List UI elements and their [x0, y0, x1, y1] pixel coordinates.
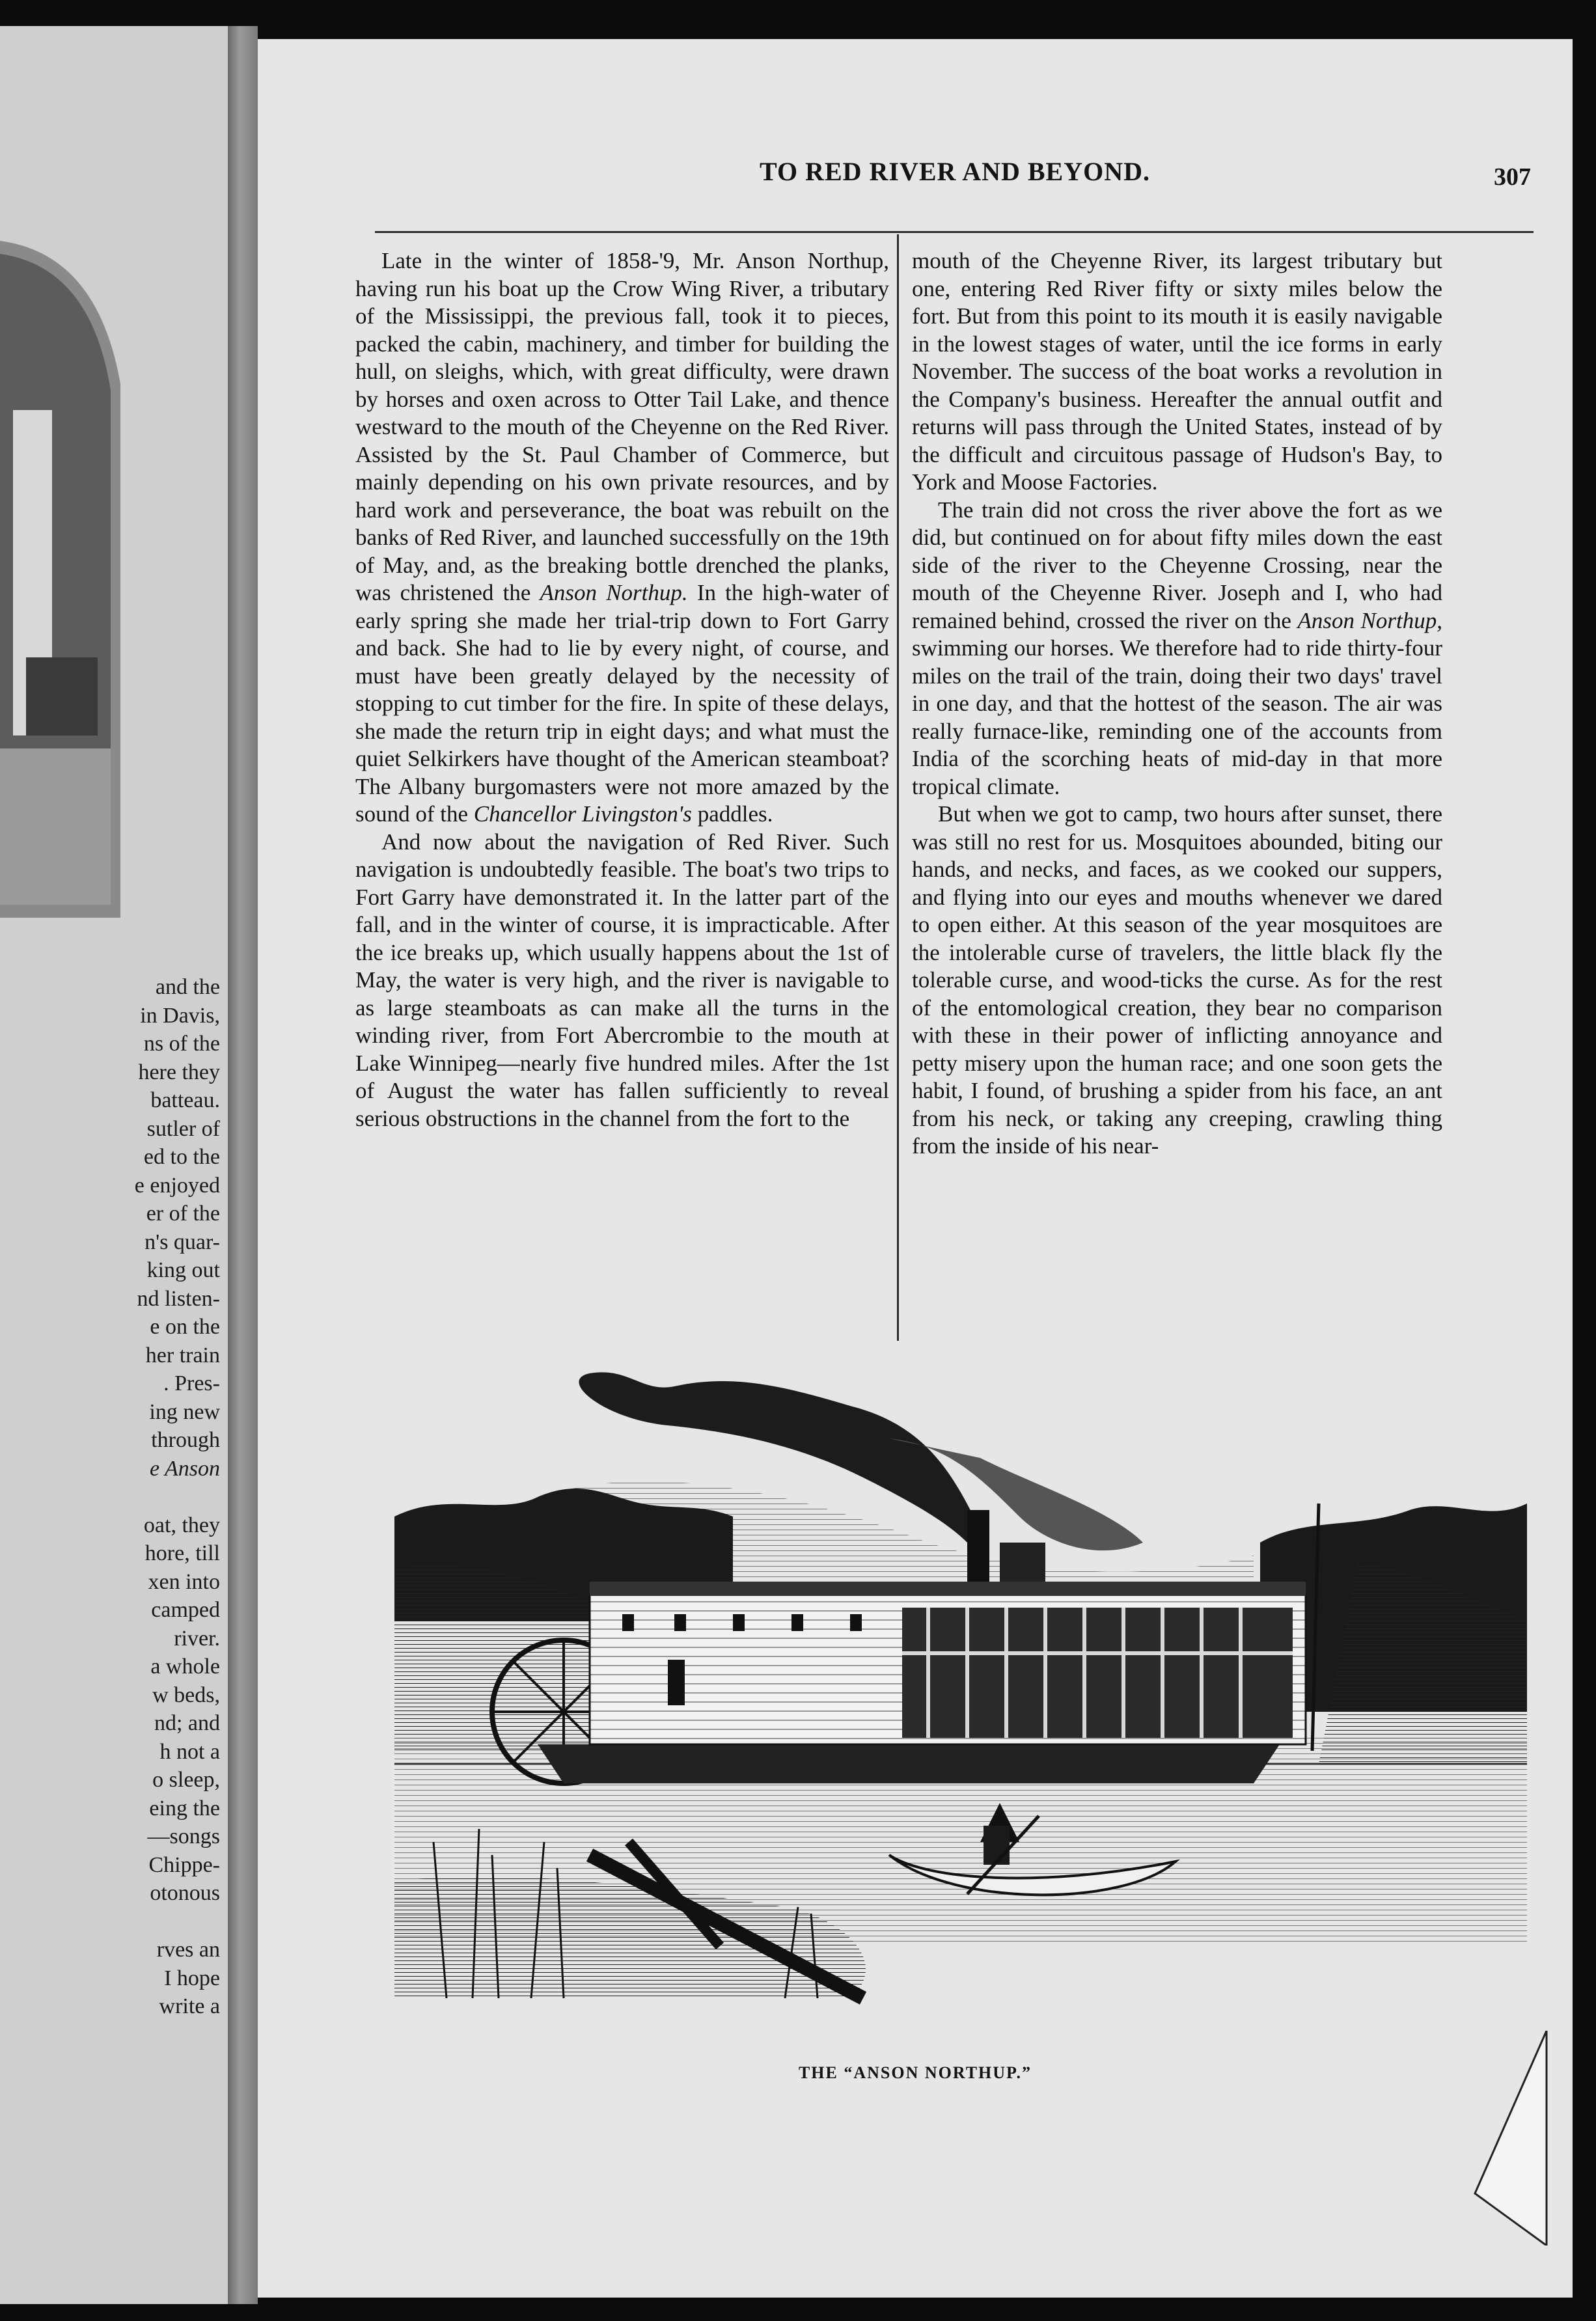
text-column-right — [912, 247, 1442, 1160]
facing-page-line: Chippe- — [148, 1852, 220, 1877]
facing-page-line: nd; and — [154, 1711, 220, 1735]
facing-page-line: write a — [159, 1994, 220, 2018]
facing-page-line: otonous — [150, 1881, 220, 1905]
facing-page-line: in Davis, — [140, 1003, 220, 1028]
page-gutter — [228, 26, 258, 2304]
facing-page-line: n's quar- — [144, 1229, 220, 1254]
facing-page-line: ing new — [149, 1399, 220, 1424]
paragraph-text: In the high-water of early spring she made her trial-trip down to Fort Garry and back. She had to lie by every night, of course, and must have been greatly delayed by the necessity of stopping to cut timber for the fire. In spite of these delays, she made the return trip in eight days; and what must the quiet Selkirkers have thought of the American steamboat? The Albany burgomasters were not more amazed by the sound of the — [355, 580, 889, 827]
facing-page-line: hore, till — [144, 1541, 220, 1565]
paragraph-text: The train did not cross the river above the fort as we did, but continued on for about fifty miles down the east side of the river to the Cheyenne Crossing, near the mouth of the Cheyenne River. Joseph and I, who had remained behind, crossed the river on the — [912, 497, 1442, 633]
facing-page-line: king out — [146, 1258, 220, 1282]
page-edge-mark — [1468, 2031, 1553, 2245]
facing-page-line: oat, they — [143, 1513, 220, 1537]
facing-page-line: here they — [138, 1060, 220, 1084]
paragraph — [912, 247, 1442, 497]
facing-page-line: ed to the — [143, 1145, 220, 1169]
paragraph-text: And now about the navigation of Red River. Such navigation is undoubtedly feasible. The boat's two trips to Fort Garry have demonstrated it. In the latter part of the fall, and in the winter of course, it is impracticable. After the ice breaks up, which usually happens about the 1st of May, the water is very high, and the river is navigable to as large steamboats as can make all the turns in the winding river, from Fort Abercrombie to the mouth at Lake Winnipeg—nearly five hundred miles. After the 1st of August the water has fallen sufficiently to reveal serious obstructions in the channel from the fort to the — [355, 829, 889, 1131]
page-header — [379, 156, 1531, 202]
facing-page-line: through — [151, 1428, 220, 1452]
facing-page-line: e on the — [150, 1315, 220, 1339]
paragraph — [355, 829, 889, 1133]
facing-page-line: xen into — [148, 1569, 220, 1594]
facing-page-line: nd listen- — [137, 1286, 220, 1311]
facing-page-line: o sleep, — [152, 1768, 220, 1792]
facing-page-line: camped — [151, 1598, 220, 1622]
ship-name: Anson Northup. — [540, 580, 688, 605]
facing-page-fragment — [0, 26, 228, 2304]
paragraph-text: Late in the winter of 1858-'9, Mr. Anson Northup, having run his boat up the Crow Wing River, a tributary of the Mississippi, the previous fall, took it to pieces, packed the cabin, machinery, and timber for building the hull, on sleighs, which, with great difficulty, were drawn by horses and oxen across to Otter Tail Lake, and thence westward to the mouth of the Cheyenne on the Red River. Assisted by the St. Paul Chamber of Commerce, but mainly depending on his own private resources, and by hard work and perseverance, the boat was rebuilt on the banks of Red River, and launched successfully on the 19th of May, and, as the breaking bottle drenched the planks, was christened the — [355, 248, 889, 605]
running-title: TO RED RIVER AND BEYOND. — [759, 157, 1150, 186]
facing-page-line: er of the — [146, 1202, 220, 1226]
facing-page-line: rves an — [156, 1938, 220, 1962]
facing-page-line: eing the — [149, 1796, 220, 1820]
facing-page-line: e enjoyed — [134, 1173, 220, 1198]
ship-name: Anson Northup, — [1297, 607, 1442, 633]
paragraph — [355, 247, 889, 829]
page-number: 307 — [1494, 163, 1531, 191]
paragraph — [912, 801, 1442, 1160]
paragraph-text: paddles. — [697, 801, 773, 827]
facing-page-line: . Pres- — [163, 1371, 220, 1395]
paragraph-text: mouth of the Cheyenne River, its largest tributary but one, entering Red River fifty or sixty miles below the fort. But from this point to its mouth it is easily navigable in the lowest stages of water, until the ice forms in early November. The success of the boat works a revolution in the Company's business. Hereafter the annual outfit and returns will pass through the United States, instead of by the difficult and circuitous passage of Hudson's Bay, to York and Moose Factories. — [912, 248, 1442, 495]
column-rule — [897, 234, 899, 1341]
facing-page-engraving — [0, 215, 137, 931]
ship-name: Chancellor Livingston's — [473, 801, 692, 827]
facing-page-line: h not a — [159, 1739, 220, 1764]
book-page — [258, 39, 1573, 2298]
facing-page-line: her train — [145, 1343, 220, 1367]
paragraph-text: But when we got to camp, two hours after sunset, there was still no rest for us. Mosquitoes abounded, biting our hands, and necks, and faces, as we cooked our suppers, and flying into our eyes and mouths whenever we dared to open either. At this season of the year mosquitoes are the intolerable curse of travelers, the little black fly the tolerable curse, and wood-ticks the curse. As for the rest of the entomological creation, they bear no comparison with these in their power of inflicting annoyance and petty misery upon the human race; and one soon gets the habit, I found, of brushing a spider from his face, an ant from his neck, or taking any creeping, crawling thing from the inside of his near- — [912, 801, 1442, 1159]
facing-page-line: ns of the — [143, 1032, 220, 1056]
facing-page-line: river. — [174, 1626, 220, 1651]
paragraph-text: swimming our horses. We therefore had to ride thirty-four miles on the trail of the train, doing their two days' travel in one day, and that the hottest of the season. The air was really furnace-like, reminding one of the accounts from India of the scorching heats of mid-day in that more tropical climate. — [912, 635, 1442, 799]
facing-page-line: a whole — [150, 1655, 220, 1679]
facing-page-line: I hope — [164, 1966, 220, 1990]
facing-page-line: batteau. — [150, 1088, 220, 1112]
paragraph — [912, 497, 1442, 801]
header-rule — [375, 231, 1534, 233]
text-column-left — [355, 247, 889, 1133]
facing-page-line: —songs — [147, 1824, 220, 1848]
facing-page-line: w beds, — [152, 1682, 220, 1707]
facing-page-line: sutler of — [146, 1116, 220, 1141]
facing-page-line: e Anson — [150, 1456, 220, 1481]
steamboat-engraving — [394, 1347, 1527, 2050]
illustration-caption: THE “ANSON NORTHUP.” — [798, 2063, 1032, 2082]
facing-page-line: and the — [155, 975, 220, 999]
